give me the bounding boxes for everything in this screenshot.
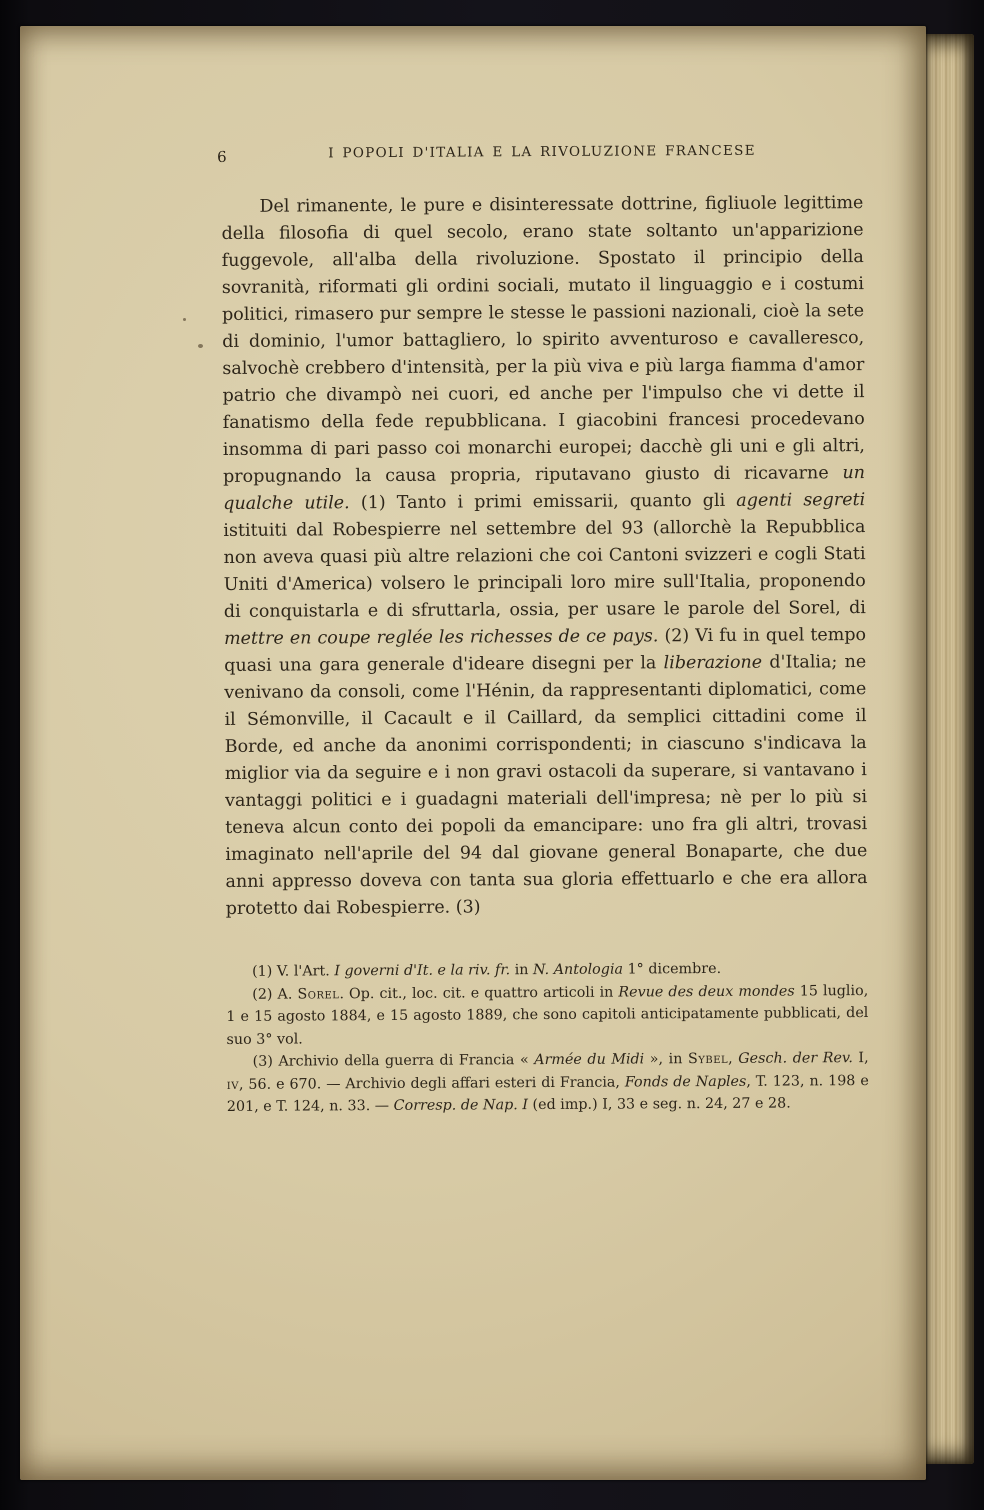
page-header (217, 142, 863, 168)
running-head: I POPOLI D'ITALIA E LA RIVOLUZIONE FRANCESE (328, 142, 756, 162)
body-paragraph: Del rimanente, le pure e disinteressate dottrine, figliuole legittime della filosofia di quel secolo, erano state soltanto un'apparizione fuggevole, all'alba della rivoluzione. Spostato il principio della sovranità, riformati gli ordini sociali, mutato il linguaggio e i costumi politici, rimasero pur sempre le stesse le passioni nazionali, cioè la sete di dominio, l'umor battagliero, lo spirito avventuroso e cavalleresco, salvochè crebbero d'intensità, per la più viva e più larga fiamma d'amor patrio che divampò nei cuori, ed anche per l'impulso che vi dette il fanatismo della fede repubblicana. I giacobini francesi procedevano insomma di pari passo coi monarchi europei; dacchè gli uni e gli altri, propugnando la causa propria, riputavano giusto di ricavarne un qualche utile. (1) Tanto i primi emissarii, quanto gli agenti segreti istituiti dal Robespierre nel settembre del 93 (allorchè la Repubblica non aveva quasi più altre relazioni che coi Cantoni svizzeri e cogli Stati Uniti d'America) volsero le principali loro mire sull'Italia, proponendo di conquistarla e di sfruttarla, ossia, per usare le parole del Sorel, di mettre en coupe reglée les richesses de ce pays. (2) Vi fu in quel tempo quasi una gara generale d'ideare disegni per la liberazione d'Italia; ne venivano da consoli, come l'Hénin, da rappresentanti diplomatici, come il Sémonville, il Cacault e il Caillard, da semplici cittadini come il Borde, ed anche da anonimi corrispondenti; in ciascuno s'indicava la miglior via da seguire e i non gravi ostacoli da superare, si vantavano i vantaggi politici e i guadagni materiali dell'impresa; nè per lo più si teneva alcun conto dei popoli da emancipare: uno fra gli altri, trovasi imaginato nell'aprile del 94 dal giovane general Bonaparte, che due anni appresso doveva con tanta sua gloria effettuarlo e che era allora protetto dai Robespierre. (3) (221, 193, 868, 919)
page-content (217, 142, 869, 1118)
book-page-edge-stack (922, 34, 974, 1464)
page-number: 6 (217, 147, 228, 166)
scan-speck (183, 318, 186, 321)
footnote-1: (1) V. l'Art. I governi d'It. e la riv. fr. in N. Antologia 1° dicembre. (252, 960, 722, 980)
footnotes-block (226, 957, 869, 1118)
scan-speck (198, 344, 203, 348)
footnote-2: (2) A. Sorel. Op. cit., loc. cit. e quattro articoli in Revue des deux mondes 15 luglio, 1 e 15 agosto 1884, e 15 agosto 1889, che sono capitoli anticipatamente pubblicati, del suo 3° vol. (226, 982, 869, 1048)
book-page (20, 26, 926, 1480)
footnote-3: (3) Archivio della guerra di Francia « Armée du Midi », in Sybel, Gesch. der Rev. I, iv, 56. e 670. — Archivio degli affari esteri di Francia, Fonds de Naples, T. 123, n. 198 e 201, e T. 124, n. 33. — Corresp. de Nap. I (ed imp.) I, 33 e seg. n. 24, 27 e 28. (226, 1050, 869, 1115)
